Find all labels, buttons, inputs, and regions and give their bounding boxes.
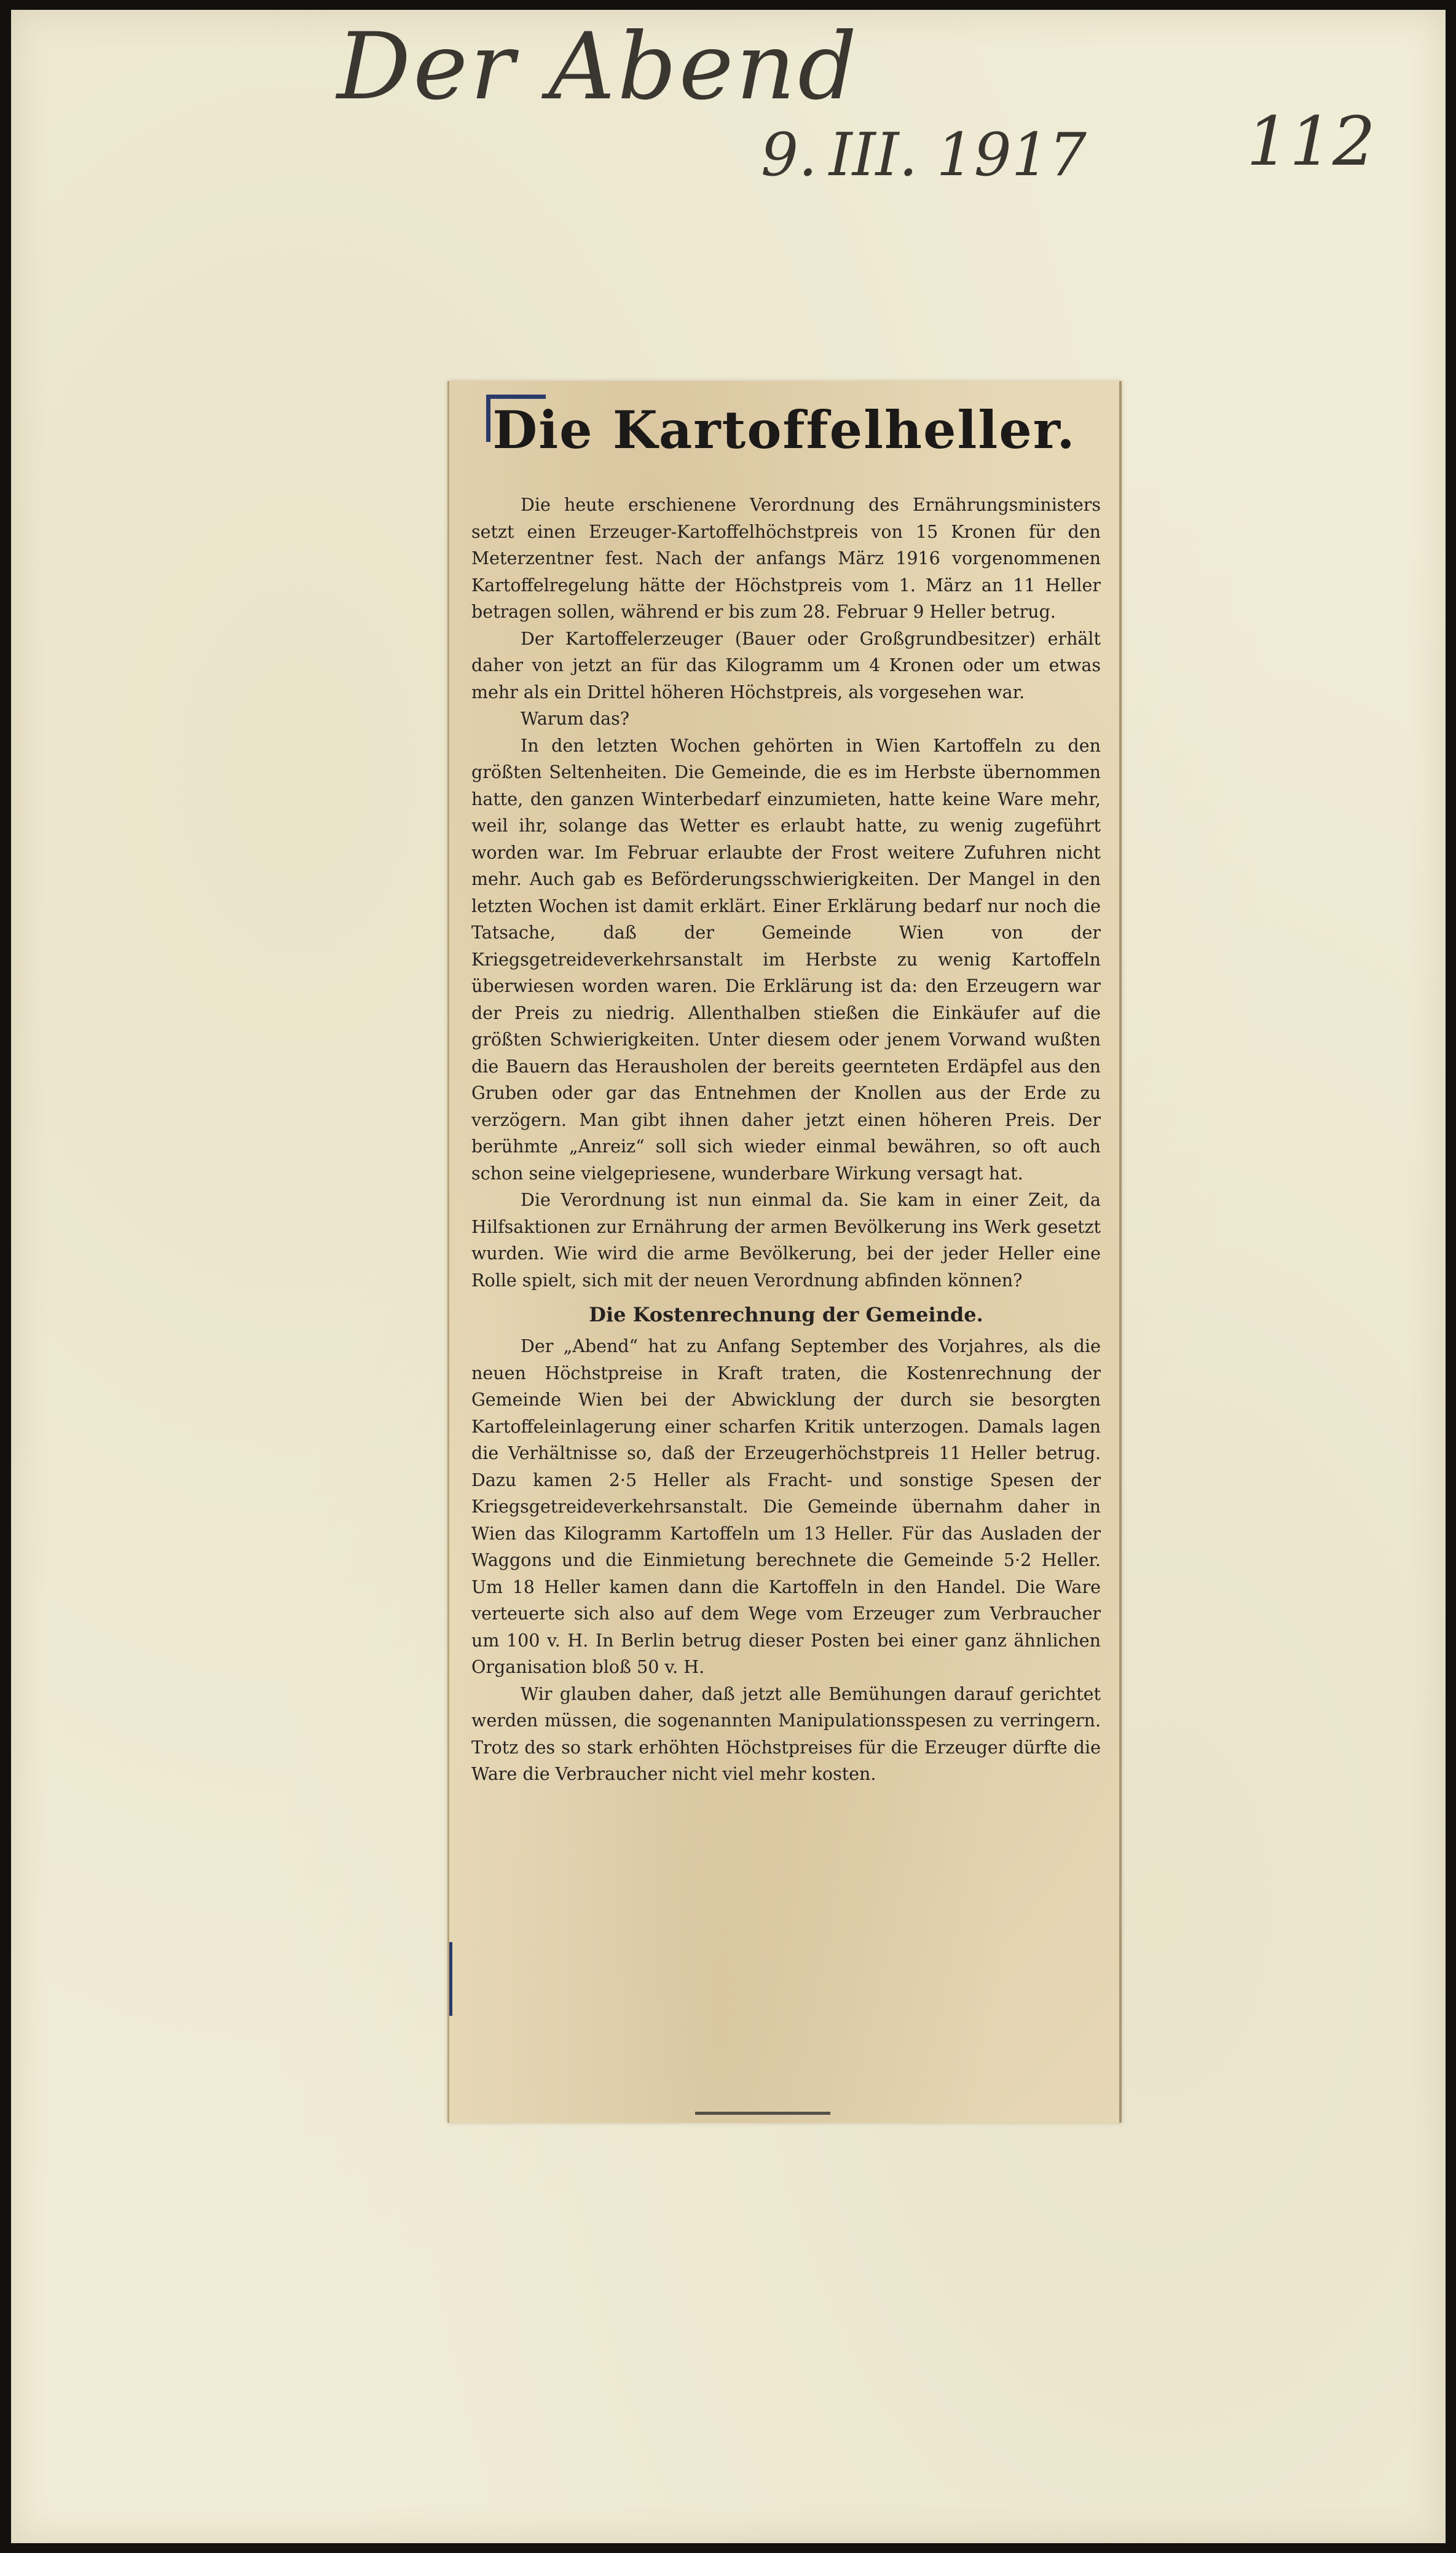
article-body	[471, 492, 1101, 1788]
handwritten-publication: Der Abend	[337, 14, 860, 120]
article-paragraph: Warum das?	[521, 709, 630, 729]
article-paragraph: Wir glauben daher, daß jetzt alle Bemühungen darauf gerichtet werden müssen, die sogenannten Manipulationsspesen zu verringern. Trotz des so stark erhöhten Höchstpreises für die Erzeuger dürfte die Ware die Verbraucher nicht viel mehr kosten.	[471, 1683, 1101, 1784]
handwritten-folio-number: 112	[1246, 102, 1375, 181]
archive-sheet	[11, 10, 1446, 2543]
newspaper-clipping	[447, 381, 1122, 2123]
article-paragraph: Die Verordnung ist nun einmal da. Sie kam in einer Zeit, da Hilfsaktionen zur Ernährung der armen Bevölkerung ins Werk gesetzt wurden. Wie wird die arme Bevölkerung, bei der jeder Heller eine Rolle spielt, sich mit der neuen Verordnung abfinden können?	[471, 1190, 1101, 1291]
article-paragraph: In den letzten Wochen gehörten in Wien Kartoffeln zu den größten Seltenheiten. Die Gemeinde, die es im Herbste übernommen hatte, den ganzen Winterbedarf einzumieten, hatte keine Ware mehr, weil ihr, solange das Wetter es erlaubt hatte, zu wenig zugeführt worden war. Im Februar erlaubte der Frost weitere Zufuhren nicht mehr. Auch gab es Beförderungsschwierigkeiten. Der Mangel in den letzten Wochen ist damit erklärt. Einer Erklärung bedarf nur noch die Tatsache, daß der Gemeinde Wien von der Kriegsgetreideverkehrsanstalt im Herbste zu wenig Kartoffeln überwiesen worden waren. Die Erklärung ist da: den Erzeugern war der Preis zu niedrig. Allenthalben stießen die Einkäufer auf die größten Schwierigkeiten. Unter diesem oder jenem Vorwand wußten die Bauern das Herausholen der bereits geernteten Erdäpfel aus den Gruben oder gar das Entnehmen der Knollen aus der Erde zu verzögern. Man gibt ihnen daher jetzt einen höheren Preis. Der berühmte „Anreiz“ soll sich wieder einmal bewähren, so oft auch schon seine vielgepriesene, wunderbare Wirkung versagt hat.	[471, 735, 1101, 1184]
end-rule	[695, 2112, 830, 2115]
blue-pencil-margin-mark	[441, 1942, 452, 2016]
article-subheadline: Die Kostenrechnung der Gemeinde.	[589, 1303, 983, 1326]
article-paragraph: Die heute erschienene Verordnung des Ernährungsministers setzt einen Erzeuger-Kartoffelhöchstpreis von 15 Kronen für den Meterzentner fest. Nach der anfangs März 1916 vorgenommenen Kartoffelregelung hätte der Höchstpreis vom 1. März an 11 Heller betragen sollen, während er bis zum 28. Februar 9 Heller betrug.	[471, 495, 1101, 622]
article-headline: Die Kartoffelheller.	[492, 399, 1076, 460]
article-paragraph: Der Kartoffelerzeuger (Bauer oder Großgrundbesitzer) erhält daher von jetzt an für das Kilogramm um 4 Kronen oder um etwas mehr als ein Drittel höheren Höchstpreis, als vorgesehen war.	[471, 628, 1101, 702]
handwritten-date: 9. III. 1917	[761, 120, 1087, 189]
article-paragraph: Der „Abend“ hat zu Anfang September des Vorjahres, als die neuen Höchstpreise in Kraft traten, die Kostenrechnung der Gemeinde Wien bei der Abwicklung der durch sie besorgten Kartoffeleinlagerung einer scharfen Kritik unterzogen. Damals lagen die Verhältnisse so, daß der Erzeugerhöchstpreis 11 Heller betrug. Dazu kamen 2·5 Heller als Fracht- und sonstige Spesen der Kriegsgetreideverkehrsanstalt. Die Gemeinde übernahm daher in Wien das Kilogramm Kartoffeln um 13 Heller. Für das Ausladen der Waggons und die Einmietung berechnete die Gemeinde 5·2 Heller. Um 18 Heller kamen dann die Kartoffeln in den Handel. Die Ware verteuerte sich also auf dem Wege vom Erzeuger zum Verbraucher um 100 v. H. In Berlin betrug dieser Posten bei einer ganz ähnlichen Organisation bloß 50 v. H.	[471, 1336, 1101, 1677]
